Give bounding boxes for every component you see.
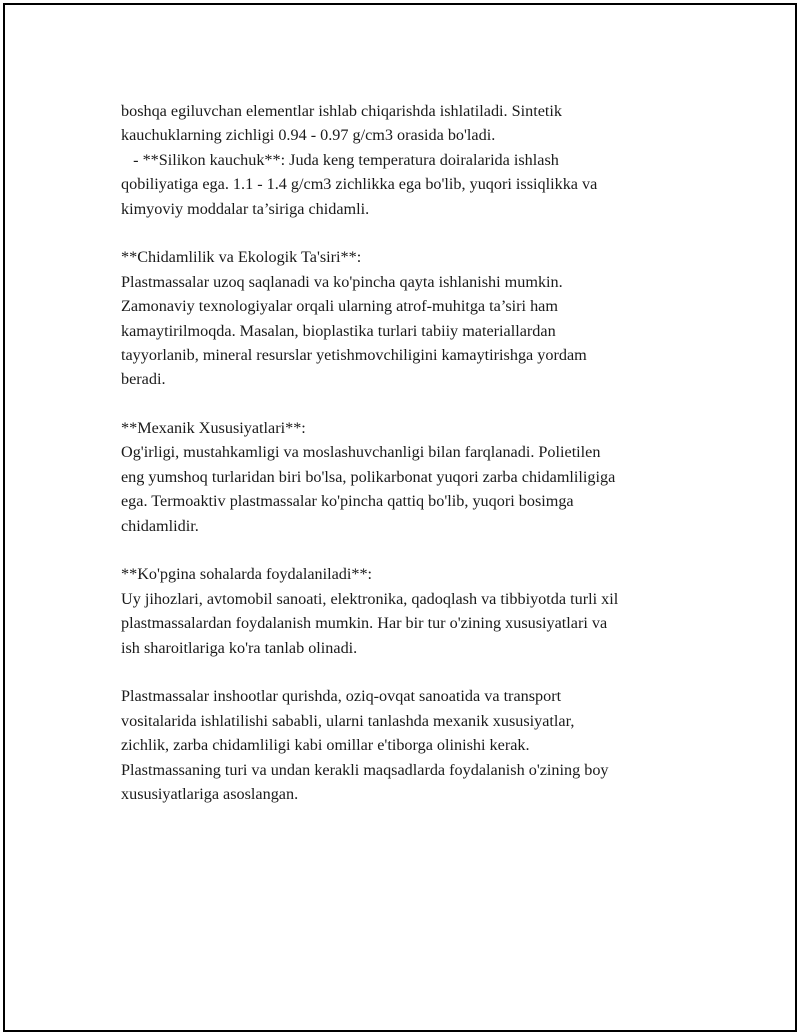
text-line: plastmassalardan foydalanish mumkin. Har bir tur o'zining xususiyatlari va xyxy=(121,614,608,633)
text-line: Uy jihozlari, avtomobil sanoati, elektronika, qadoqlash va tibbiyotda turli xil xyxy=(121,589,619,608)
text-line: Plastmassaning turi va undan kerakli maqsadlarda foydalanish o'zining boy xyxy=(121,760,609,779)
section-heading: **Chidamlilik va Ekologik Ta'siri**: xyxy=(121,248,362,267)
text-line: tayyorlanib, mineral resurslar yetishmovchiligini kamaytirishga yordam xyxy=(121,345,587,364)
text-line: eng yumshoq turlaridan biri bo'lsa, polikarbonat yuqori zarba chidamliligiga xyxy=(121,467,616,486)
text-line: ega. Termoaktiv plastmassalar ko'pincha qattiq bo'lib, yuqori bosimga xyxy=(121,492,574,511)
text-line: kauchuklarning zichligi 0.94 - 0.97 g/cm3 orasida bo'ladi. xyxy=(121,126,496,145)
document-body xyxy=(121,99,701,806)
paragraph-spacer xyxy=(121,392,701,416)
text-line: Og'irligi, mustahkamligi va moslashuvchanligi bilan farqlanadi. Polietilen xyxy=(121,443,601,462)
section-heading: **Ko'pgina sohalarda foydalaniladi**: xyxy=(121,565,373,584)
text-line: boshqa egiluvchan elementlar ishlab chiqarishda ishlatiladi. Sintetik xyxy=(121,102,562,120)
text-line: Plastmassalar inshootlar qurishda, oziq-ovqat sanoatida va transport xyxy=(121,687,562,706)
paragraph-spacer xyxy=(121,221,701,245)
section-heading: **Mexanik Xususiyatlari**: xyxy=(121,419,306,438)
document-page xyxy=(3,3,797,1032)
text-line: Plastmassalar uzoq saqlanadi va ko'pincha qayta ishlanishi mumkin. xyxy=(121,272,563,291)
text-line: kimyoviy moddalar ta’siriga chidamli. xyxy=(121,199,370,218)
text-line: qobiliyatiga ega. 1.1 - 1.4 g/cm3 zichlikka ega bo'lib, yuqori issiqlikka va xyxy=(121,175,598,194)
text-line: beradi. xyxy=(121,370,166,389)
paragraph-spacer xyxy=(121,660,701,684)
text-line: kamaytirilmoqda. Masalan, bioplastika turlari tabiiy materiallardan xyxy=(121,321,556,340)
text-line: ish sharoitlariga ko'ra tanlab olinadi. xyxy=(121,638,358,657)
text-line: - **Silikon kauchuk**: Juda keng temperatura doiralarida ishlash xyxy=(121,150,559,169)
text-line: vositalarida ishlatilishi sababli, ularni tanlashda mexanik xususiyatlar, xyxy=(121,711,575,730)
paragraph-mechanical xyxy=(121,416,701,538)
text-line: chidamlidir. xyxy=(121,516,199,535)
paragraph-synthetic-rubber xyxy=(121,99,701,221)
text-line: Zamonaviy texnologiyalar orqali ularning atrof-muhitga ta’siri ham xyxy=(121,297,558,316)
paragraph-applications xyxy=(121,562,701,660)
text-line: xususiyatlariga asoslangan. xyxy=(121,784,299,803)
paragraph-conclusion xyxy=(121,684,701,806)
paragraph-spacer xyxy=(121,538,701,562)
paragraph-durability xyxy=(121,245,701,391)
text-line: zichlik, zarba chidamliligi kabi omillar e'tiborga olinishi kerak. xyxy=(121,736,530,755)
